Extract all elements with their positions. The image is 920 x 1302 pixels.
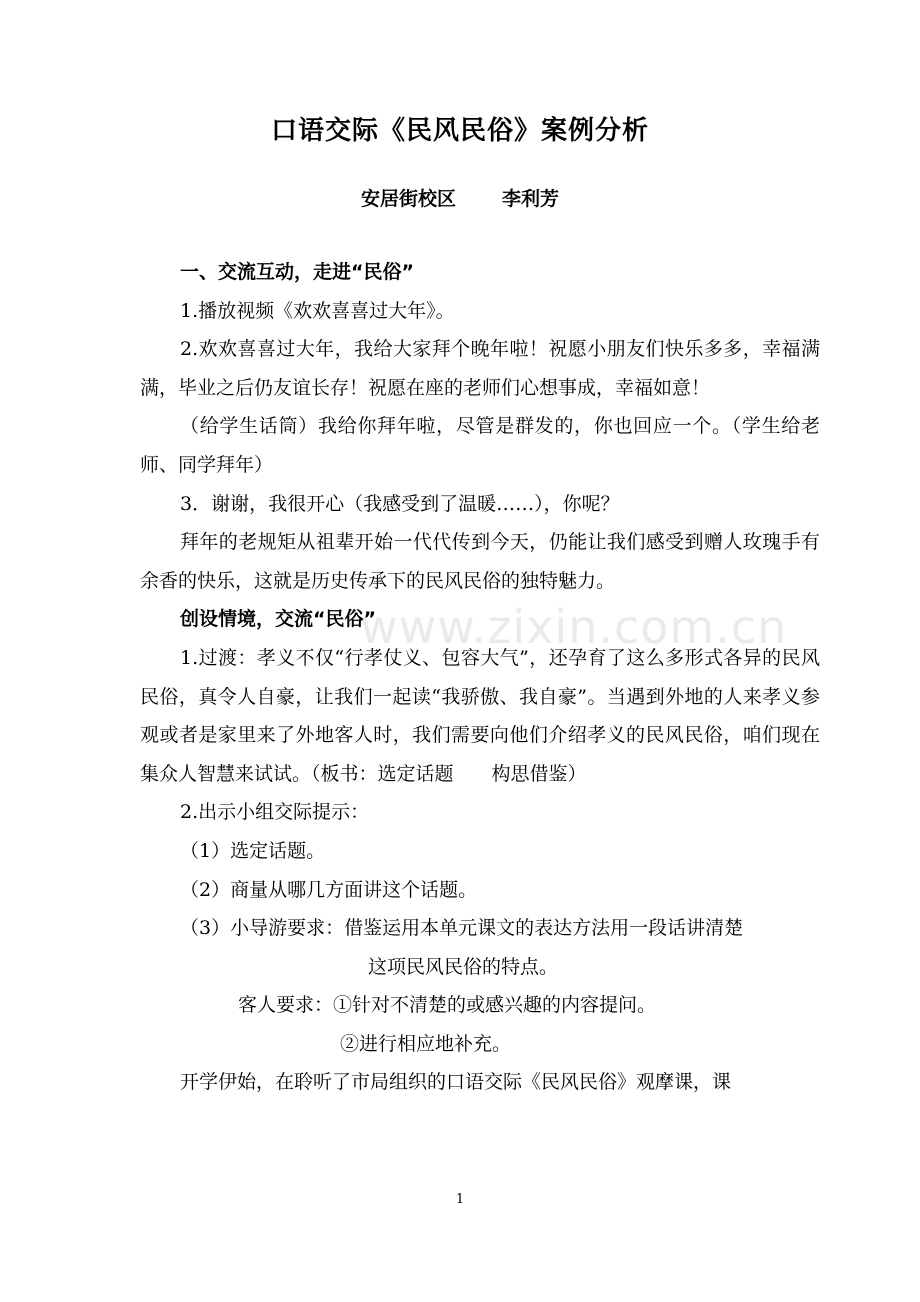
paragraph: 1.播放视频《欢欢喜喜过大年》。 (180, 299, 455, 322)
guest-requirement-continuation: ②进行相应地补充。 (340, 1032, 512, 1055)
watermark: www.zixin.com.cn (360, 600, 788, 654)
paragraph: 拜年的老规矩从祖辈开始一代代传到今天，仍能让我们感受到赠人玫瑰手有余香的快乐，这就是历史传承下的民风民俗的独特魅力。 (140, 531, 820, 592)
paragraph: 开学伊始，在聆听了市局组织的口语交际《民风民俗》观摩课，课 (180, 1071, 732, 1094)
guest-requirement: 客人要求：①针对不清楚的或感兴趣的内容提问。 (238, 994, 657, 1017)
document-title: 口语交际《民风民俗》案例分析 (270, 116, 649, 146)
page-number: 1 (455, 1192, 465, 1207)
paragraph: 1.过渡：孝义不仅“行孝仗义、包容大气”，还孕育了这么多形式各异的民风民俗，真令人自豪，让我们一起读“我骄傲、我自豪”。当遇到外地的人来孝义参观或者是家里来了外地客人时，我们需要向他们介绍孝义的民风民俗，咱们现在集众人智慧来试试。（板书：选定话题 构思借鉴） (140, 646, 820, 785)
paragraph: （给学生话筒）我给你拜年啦，尽管是群发的，你也回应一个。（学生给老师、同学拜年） (140, 415, 820, 476)
author-name: 李利芳 (502, 188, 560, 210)
author-school: 安居街校区 (360, 188, 456, 210)
section-heading-2: 创设情境，交流“民俗” (180, 608, 376, 631)
document-body (140, 253, 820, 1102)
list-item: （1）选定话题。 (180, 839, 326, 862)
paragraph: 2.欢欢喜喜过大年，我给大家拜个晚年啦！祝愿小朋友们快乐多多，幸福满满，毕业之后仍友谊长存！祝愿在座的老师们心想事成，幸福如意！ (140, 338, 820, 399)
paragraph: 3．谢谢，我很开心（我感受到了温暖……），你呢？ (180, 492, 620, 515)
list-item: （3）小导游要求：借鉴运用本单元课文的表达方法用一段话讲清楚 (180, 917, 744, 940)
paragraph: 2.出示小组交际提示： (180, 801, 370, 824)
list-item-continuation: 这项民风民俗的特点。 (368, 955, 559, 978)
author-line (0, 184, 920, 211)
list-item: （2）商量从哪几方面讲这个话题。 (180, 878, 478, 901)
section-heading-1: 一、交流互动，走进“民俗” (180, 261, 414, 283)
